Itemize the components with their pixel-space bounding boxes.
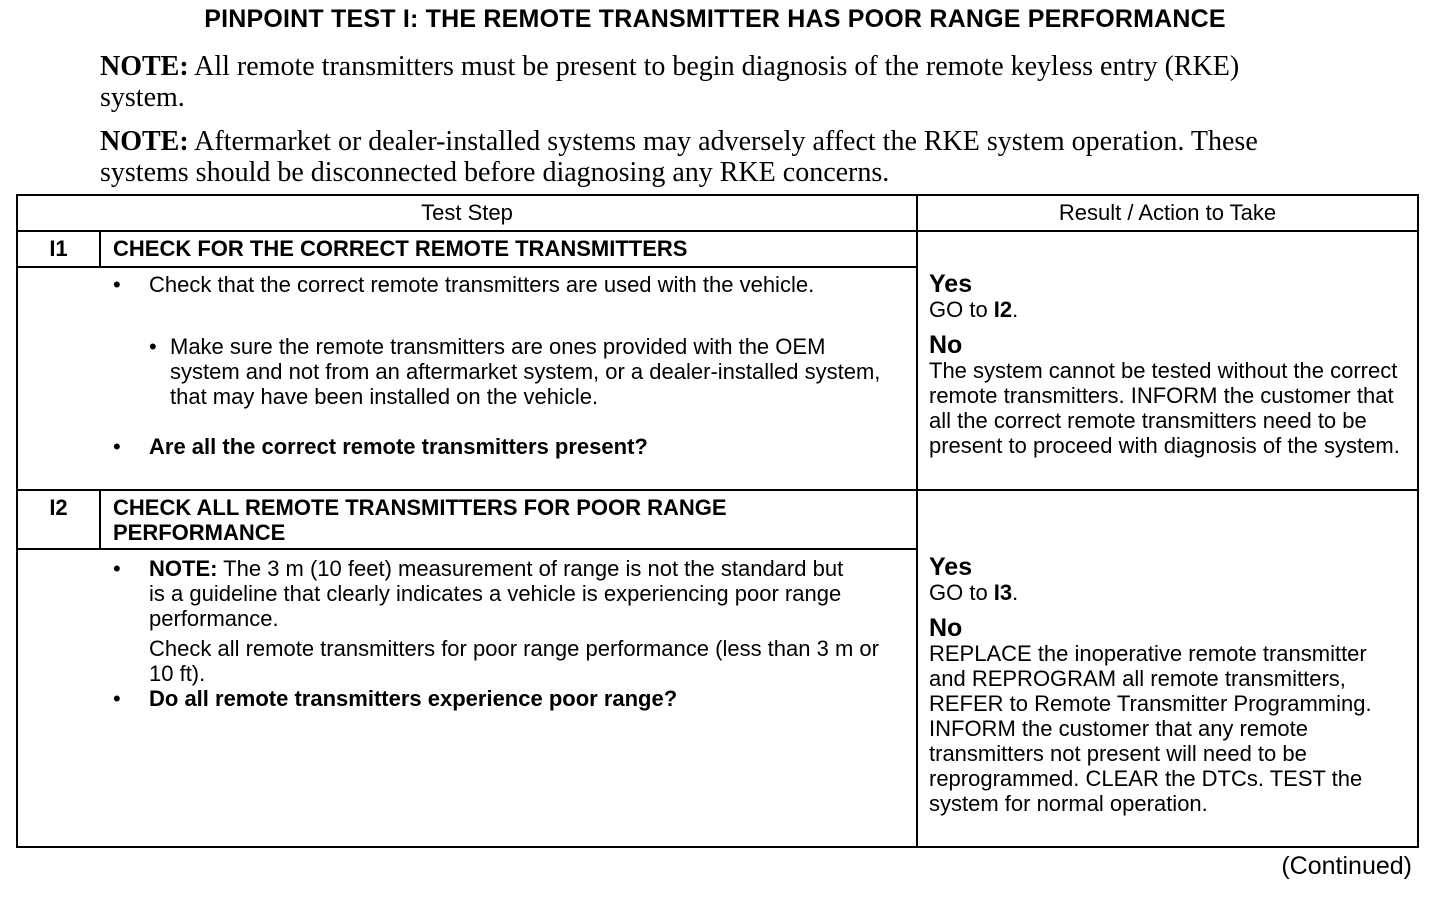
- bullet: •: [113, 434, 121, 459]
- note-text: All remote transmitters must be present to begin diagnosis of the remote keyless entry (RKE) system.: [100, 51, 1240, 113]
- goto-step-i2-link[interactable]: I2: [993, 297, 1013, 322]
- note-label: NOTE:: [100, 51, 189, 82]
- note-label: NOTE:: [100, 126, 189, 157]
- sub-bullet: •: [149, 334, 157, 359]
- note-text: The 3 m (10 feet) measurement of range is not the standard but is a guideline that clearly indicates a vehicle is experiencing poor range performance.: [149, 556, 844, 631]
- bullet: •: [113, 686, 121, 711]
- note-text: Aftermarket or dealer-installed systems may adversely affect the RKE system operation. These systems should be disconnected before diagnosing any RKE concerns.: [100, 126, 1258, 188]
- header-result-action: Result / Action to Take: [1058, 200, 1277, 225]
- yes-text-suffix: .: [1012, 580, 1019, 605]
- table-border-right: [1417, 194, 1419, 848]
- step-i1-check: Check that the correct remote transmitters are used with the vehicle.: [149, 272, 815, 297]
- step-i2-question: Do all remote transmitters experience poor range?: [149, 686, 678, 711]
- note-label: NOTE:: [149, 556, 218, 581]
- result-i2-no-action: REPLACE the inoperative remote transmitter and REPROGRAM all remote transmitters, REFER to Remote Transmitter Programming. INFORM the customer that any remote transmitters not present will need to be reprogrammed. CLEAR the DTCs. TEST the system for normal operation.: [929, 641, 1372, 816]
- result-i2-yes-label: Yes: [929, 553, 973, 581]
- step-title-i2: CHECK ALL REMOTE TRANSMITTERS FOR POOR RANGE PERFORMANCE: [113, 495, 727, 545]
- result-i1-yes-label: Yes: [929, 270, 973, 298]
- step-i2-note: [149, 556, 849, 631]
- goto-step-i3-link[interactable]: I3: [993, 580, 1013, 605]
- table-border-top: [16, 194, 1419, 196]
- result-i1-yes-action: [929, 297, 1409, 322]
- bullet: •: [113, 272, 121, 297]
- header-test-step: Test Step: [421, 200, 513, 225]
- yes-text-prefix: GO to: [929, 297, 994, 322]
- note-aftermarket-systems: [100, 126, 1310, 188]
- page-title: PINPOINT TEST I: THE REMOTE TRANSMITTER HAS POOR RANGE PERFORMANCE: [204, 5, 1226, 33]
- step-id-divider-i2: [99, 489, 101, 550]
- step-title-i1: CHECK FOR THE CORRECT REMOTE TRANSMITTERS: [113, 236, 688, 261]
- step-id-i1: I1: [49, 236, 68, 261]
- result-i2-yes-action: [929, 580, 1409, 605]
- note-rke-transmitters: [100, 51, 1310, 113]
- yes-text-prefix: GO to: [929, 580, 994, 605]
- result-i1-no-action: The system cannot be tested without the correct remote transmitters. INFORM the customer that all the correct remote transmitters need to be present to proceed with diagnosis of the system.: [929, 358, 1400, 458]
- result-i1-no-label: No: [929, 331, 963, 359]
- result-i2-no-label: No: [929, 614, 963, 642]
- continued-label: (Continued): [1281, 852, 1412, 880]
- bullet: •: [113, 556, 121, 581]
- step-i2-check: Check all remote transmitters for poor range performance (less than 3 m or 10 ft).: [149, 636, 879, 686]
- row-i1-title-divider: [16, 266, 918, 268]
- table-border-left: [16, 194, 18, 848]
- table-header-divider: [16, 230, 1419, 232]
- step-id-i2: I2: [49, 495, 68, 520]
- row-i2-title-divider: [16, 548, 918, 550]
- step-i1-question: Are all the correct remote transmitters present?: [149, 434, 648, 459]
- yes-text-suffix: .: [1012, 297, 1019, 322]
- step-id-divider-i1: [99, 230, 101, 268]
- row-i2-divider: [16, 489, 1419, 491]
- step-i1-sub-note: Make sure the remote transmitters are ones provided with the OEM system and not from an aftermarket system, or a dealer-installed system, that may have been installed on the vehicle.: [170, 334, 881, 409]
- column-divider: [916, 194, 918, 848]
- table-border-bottom: [16, 846, 1419, 848]
